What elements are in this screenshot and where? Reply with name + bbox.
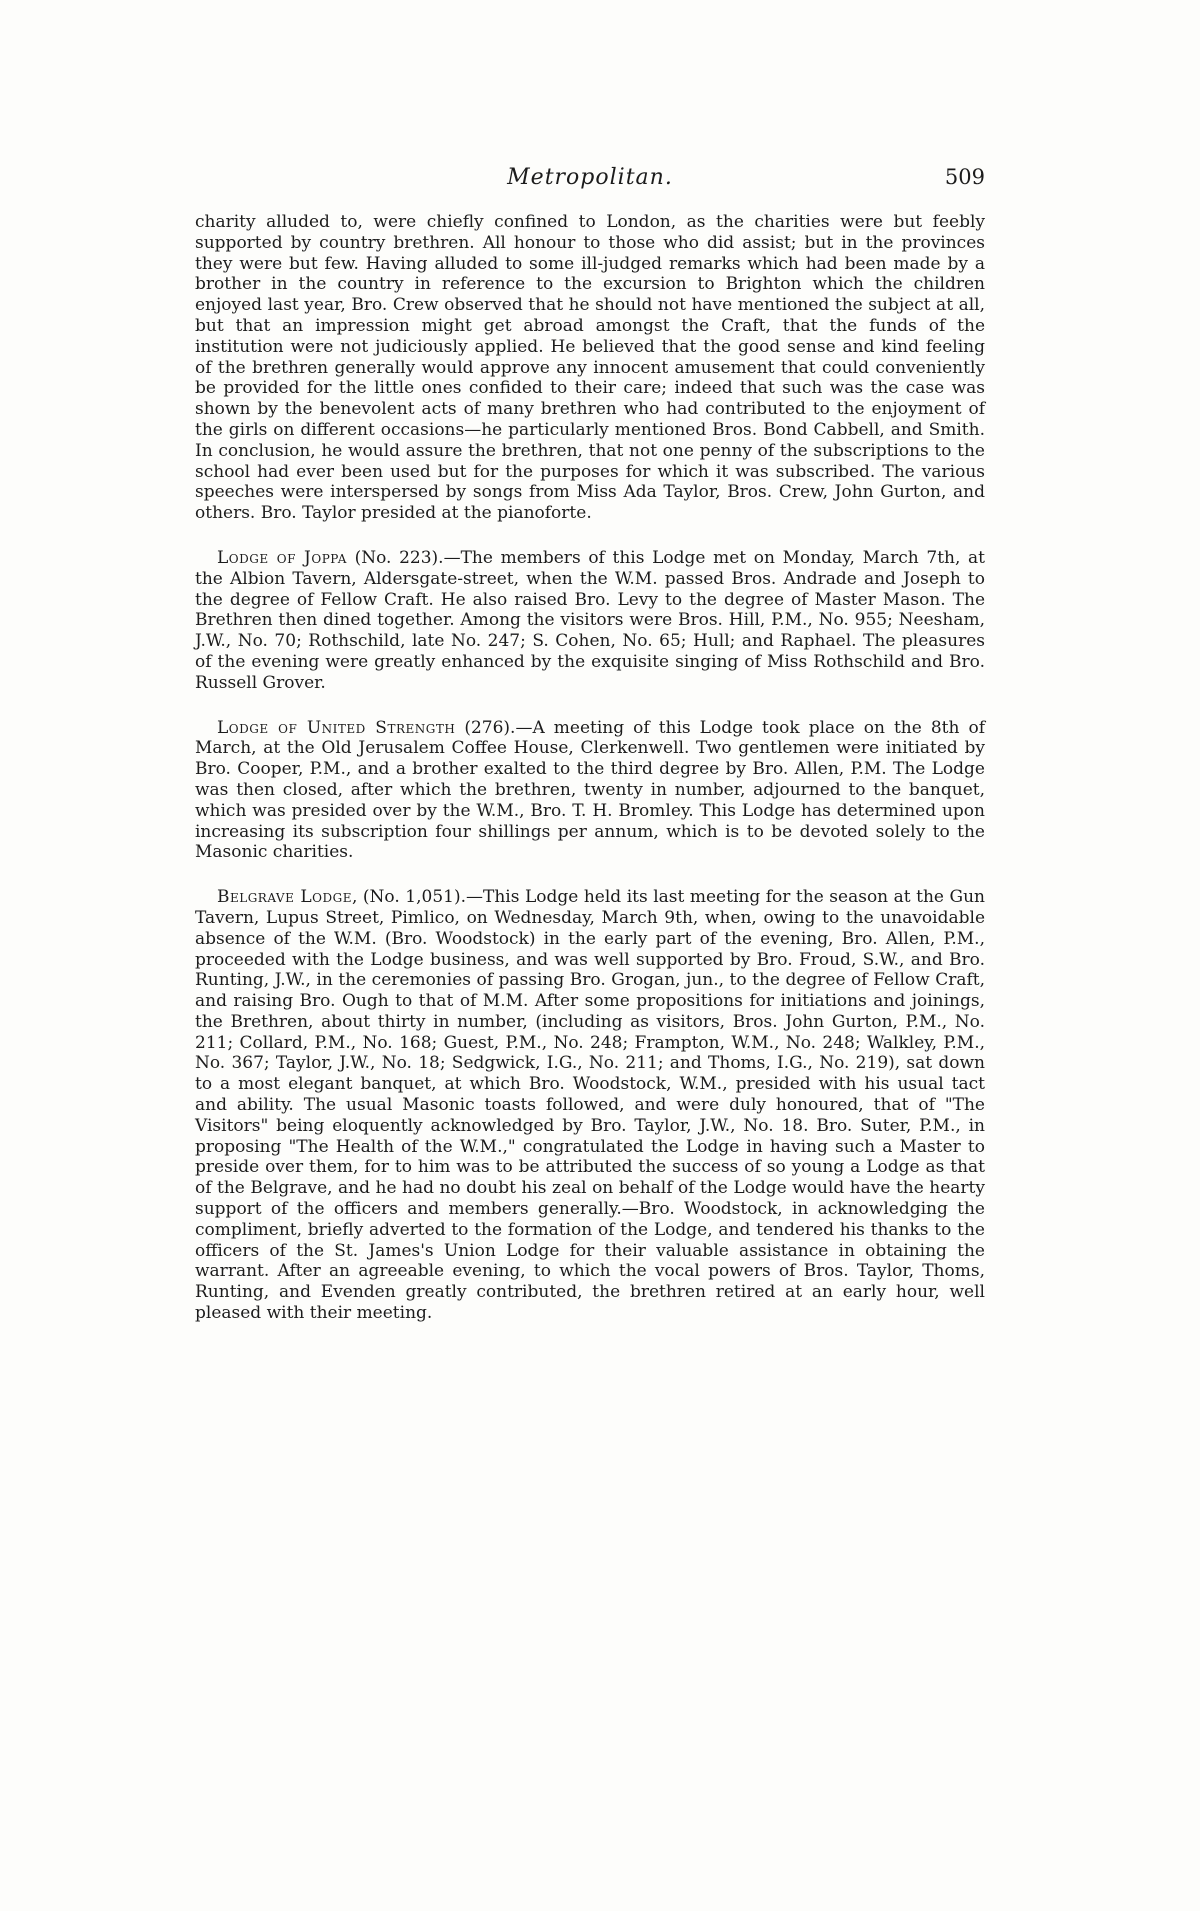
lodge-name: Belgrave Lodge xyxy=(217,887,352,908)
paragraph-text: , (No. 1,051).—This Lodge held its last meeting for the season at the Gun Tavern, Lupus Street, Pimlico, on Wednesday, March 9th, when, owing to the unavoidable absence of the W.M. (Bro. Woodstock) in the early part of the evening, Bro. Allen, P.M., proceeded with the Lodge business, and was well supported by Bro. Froud, S.W., and Bro. Runting, J.W., in the ceremonies of passing Bro. Grogan, jun., to the degree of Fellow Craft, and raising Bro. Ough to that of M.M. After some propositions for initiations and joinings, the Brethren, about thirty in number, (including as visitors, Bros. John Gurton, P.M., No. 211; Collard, P.M., No. 168; Guest, P.M., No. 248; Frampton, W.M., No. 248; Walkley, P.M., No. 367; Taylor, J.W., No. 18; Sedgwick, I.G., No. 211; and Thoms, I.G., No. 219), sat down to a most elegant banquet, at which Bro. Woodstock, W.M., presided with his usual tact and ability. The usual Masonic toasts followed, and were duly honoured, that of "The Visitors" being eloquently acknowledged by Bro. Taylor, J.W., No. 18. Bro. Suter, P.M., in proposing "The Health of the W.M.," congratulated the Lodge in having such a Master to preside over them, for to him was to be attributed the success of so young a Lodge as that of the Belgrave, and he had no doubt his zeal on behalf of the Lodge would have the hearty support of the officers and members generally.—Bro. Woodstock, in acknowledging the compliment, briefly adverted to the formation of the Lodge, and tendered his thanks to the officers of the St. James's Union Lodge for their valuable assistance in obtaining the warrant. After an agreeable evening, to which the vocal powers of Bros. Taylor, Thoms, Runting, and Evenden greatly contributed, the brethren retired at an early hour, well pleased with their meeting. xyxy=(195,887,985,1324)
lodge-name: Lodge of United Strength xyxy=(217,717,456,738)
lodge-report-joppa xyxy=(195,548,985,694)
running-header xyxy=(195,165,985,195)
paragraph-text: charity alluded to, were chiefly confined to London, as the charities were but feebly supported by country brethren. All honour to those who did assist; but in the provinces they were but few. Having alluded to some ill-judged remarks which had been made by a brother in the country in reference to the excursion to Brighton which the children enjoyed last year, Bro. Crew observed that he should not have mentioned the subject at all, but that an impression might get abroad amongst the Craft, that the funds of the institution were not judiciously applied. He believed that the good sense and kind feeling of the brethren generally would approve any innocent amusement that could conveniently be provided for the little ones confided to their care; indeed that such was the case was shown by the benevolent acts of many brethren who had contributed to the enjoyment of the girls on different occasions—he particularly mentioned Bros. Bond Cabbell, and Smith. In conclusion, he would assure the brethren, that not one penny of the subscriptions to the school had ever been used but for the purposes for which it was subscribed. The various speeches were interspersed by songs from Miss Ada Taylor, Bros. Crew, John Gurton, and others. Bro. Taylor presided at the pianoforte. xyxy=(195,212,985,524)
paragraph-text: (276).—A meeting of this Lodge took place on the 8th of March, at the Old Jerusalem Coffee House, Clerkenwell. Two gentlemen were initiated by Bro. Cooper, P.M., and a brother exalted to the third degree by Bro. Allen, P.M. The Lodge was then closed, after which the brethren, twenty in number, adjourned to the banquet, which was presided over by the W.M., Bro. T. H. Bromley. This Lodge has determined upon increasing its subscription four shillings per annum, which is to be devoted solely to the Masonic charities. xyxy=(195,717,986,863)
text-column xyxy=(195,212,985,1324)
lodge-report-united-strength xyxy=(195,718,985,864)
paragraph-gap xyxy=(195,863,985,887)
lodge-report-belgrave xyxy=(195,887,985,1324)
continued-paragraph xyxy=(195,212,985,524)
page-number: 509 xyxy=(944,165,985,189)
running-title: Metropolitan. xyxy=(507,165,673,190)
paragraph-gap xyxy=(195,524,985,548)
paragraph-gap xyxy=(195,694,985,718)
paragraph-text: (No. 223).—The members of this Lodge met on Monday, March 7th, at the Albion Tavern, Aldersgate-street, when the W.M. passed Bros. Andrade and Joseph to the degree of Fellow Craft. He also raised Bro. Levy to the degree of Master Mason. The Brethren then dined together. Among the visitors were Bros. Hill, P.M., No. 955; Neesham, J.W., No. 70; Rothschild, late No. 247; S. Cohen, No. 65; Hull; and Raphael. The pleasures of the evening were greatly enhanced by the exquisite singing of Miss Rothschild and Bro. Russell Grover. xyxy=(195,547,985,693)
lodge-name: Lodge of Joppa xyxy=(217,547,347,568)
